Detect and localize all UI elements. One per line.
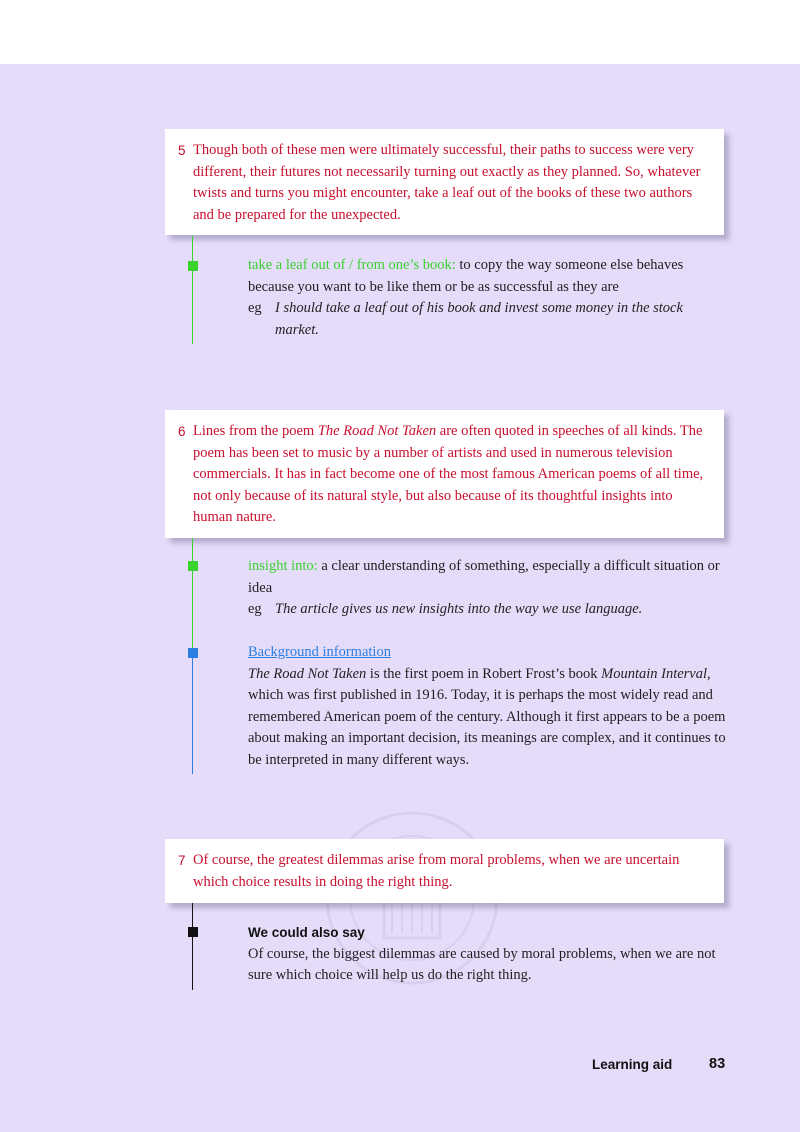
footer-label: Learning aid — [592, 1057, 673, 1072]
vocab-term: take a leaf out of / from one’s book: — [248, 257, 456, 273]
paragraph-card-6 — [165, 410, 724, 538]
also-say-title: We could also say — [248, 925, 365, 940]
page-number: 83 — [709, 1056, 726, 1072]
background-info-text — [248, 664, 728, 772]
poem-title: The Road Not Taken — [248, 665, 367, 682]
paragraph-text-rest: are often quoted in speeches of all kinds. The poem has been set to music by a number of artists and used in numerous television commercials. It has in fact become one of the most famous American poems of all time, not only because of its natural style, but also because of its thoughtful insights into human nature. — [193, 423, 704, 526]
green-connector-line — [192, 236, 193, 344]
vocab-definition: a clear understanding of something, especially a difficult situation or idea — [248, 558, 720, 596]
vocab-example — [248, 599, 728, 621]
vocab-example — [248, 298, 728, 341]
eg-label: eg — [248, 300, 262, 317]
paragraph-text-start: Lines from the poem — [193, 423, 318, 439]
paragraph-card-7 — [165, 839, 724, 903]
vocab-marker-icon — [188, 261, 198, 271]
paragraph-card-5 — [165, 129, 724, 235]
paragraph-number: 7 — [178, 853, 186, 868]
background-text-b: , which was first published in 1916. Today, it is perhaps the most widely read and remembered American poem of the century. Although it first appears to be a poem about making an important decision, its meanings are complex, and it continues to be interpreted in many different ways. — [248, 665, 726, 768]
vocab-note-6 — [248, 556, 728, 621]
paragraph-text — [193, 421, 712, 529]
black-connector-line — [192, 903, 193, 990]
also-say-marker-icon — [188, 927, 198, 937]
paragraph-text: Though both of these men were ultimately successful, their paths to success were very different, their futures not necessarily turning out exactly as they planned. So, whatever twists and turns you might encounter, take a leaf out of the books of these two authors and be prepared for the unexpected. — [193, 142, 701, 223]
vocab-entry — [248, 556, 728, 599]
book-title: Mountain Interval — [601, 665, 708, 682]
poem-title: The Road Not Taken — [317, 423, 437, 439]
vocab-note-5 — [248, 255, 728, 341]
background-text-a: is the first poem in Robert Frost’s book — [366, 665, 602, 682]
also-say-text: Of course, the biggest dilemmas are caused by moral problems, when we are not sure which choice will help us do the right thing. — [248, 945, 716, 984]
blue-connector-line — [192, 649, 193, 774]
vocab-definition: to copy the way someone else behaves because you want to be like them or be as successful as they are — [248, 257, 684, 295]
green-connector-line — [192, 538, 193, 649]
paragraph-number: 5 — [178, 143, 186, 158]
paragraph-text: Of course, the greatest dilemmas arise from moral problems, when we are uncertain which choice results in doing the right thing. — [193, 852, 680, 890]
eg-label: eg — [248, 601, 262, 618]
vocab-entry — [248, 255, 728, 298]
background-marker-icon — [188, 648, 198, 658]
paragraph-number: 6 — [178, 424, 186, 439]
also-say-note — [248, 922, 728, 987]
example-sentence: I should take a leaf out of his book and invest some money in the stock market. — [275, 300, 683, 338]
vocab-marker-icon — [188, 561, 198, 571]
background-info-note — [248, 642, 728, 772]
background-info-title: Background information — [248, 644, 391, 660]
vocab-term: insight into: — [248, 558, 318, 574]
example-sentence: The article gives us new insights into the way we use language. — [275, 601, 643, 618]
